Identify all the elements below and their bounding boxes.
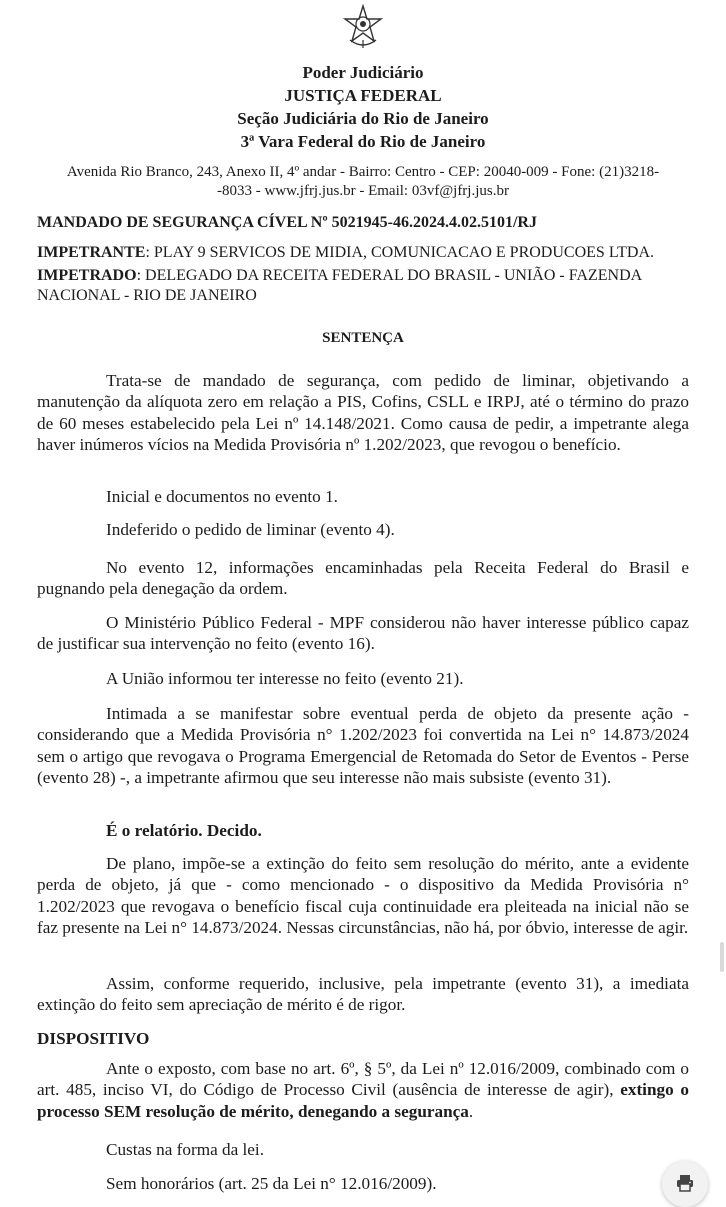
impetrado-value-continuation: NACIONAL - RIO DE JANEIRO [37,287,257,304]
paragraph-honorarios: Sem honorários (art. 25 da Lei n° 12.016/2009). [106,1174,437,1193]
dispositivo-text: Ante o exposto, com base no art. 6º, § 5º, da Lei nº 12.016/2009, combinado com o art. 485, inciso VI, do Código de Processo Civil (ausência de interesse de agir), [37,1059,689,1100]
impetrante-line [37,243,654,263]
paragraph-uniao: A União informou ter interesse no feito (evento 21). [106,669,464,688]
header-line-poder: Poder Judiciário [302,63,424,82]
heading-relatorio-decido: É o relatório. Decido. [106,821,262,840]
brazil-coat-of-arms-icon [342,4,384,50]
print-button[interactable] [662,1161,708,1207]
document-title: SENTENÇA [322,330,404,346]
dispositivo-end: . [468,1101,474,1121]
paragraph-mpf: O Ministério Público Federal - MPF considerou não haver interesse público capaz de justificar sua intervenção no feito (evento 16). [37,613,689,654]
paragraph-fundamentacao: De plano, impõe-se a extinção do feito sem resolução do mérito, ante a evidente perda de objeto, já que - como mencionado - o dispositivo da Medida Provisória n° 1.202/2023 que revogava o benefício fiscal cuja continuidade era pleiteada na inicial não se faz presente na Lei n° 14.873/2024. Nessas circunstâncias, não há, por óbvio, interesse de agir. [37,854,689,937]
paragraph-inicial: Inicial e documentos no evento 1. [106,487,338,506]
dispositivo-decision: extingo o processo SEM resolução de mérito, denegando a segurança [37,1080,689,1121]
paragraph-liminar: Indeferido o pedido de liminar (evento 4). [106,520,395,539]
paragraph-informacoes: No evento 12, informações encaminhadas pela Receita Federal do Brasil e pugnando pela denegação da ordem. [37,558,689,599]
heading-dispositivo: DISPOSITIVO [37,1029,150,1048]
print-icon [675,1173,695,1193]
impetrado-line [37,266,642,286]
paragraph-conclusao: Assim, conforme requerido, inclusive, pela impetrante (evento 31), a imediata extinção do feito sem apreciação de mérito é de rigor. [37,974,689,1015]
paragraph-custas: Custas na forma da lei. [106,1140,264,1159]
paragraph-intimacao: Intimada a se manifestar sobre eventual perda de objeto da presente ação - considerando que a Medida Provisória n° 1.202/2023 foi convertida na Lei n° 14.873/2024 sem o artigo que revogava o Programa Emergencial de Retomada do Setor de Eventos - Perse (evento 28) -, a impetrante afirmou que seu interesse não mais subsiste (evento 31). [37,704,689,787]
impetrado-value: : DELEGADO DA RECEITA FEDERAL DO BRASIL - UNIÃO - FAZENDA [136,267,643,284]
case-number: MANDADO DE SEGURANÇA CÍVEL Nº 5021945-46.2024.4.02.5101/RJ [37,214,537,231]
header-line-justica: JUSTIÇA FEDERAL [284,86,442,105]
header-address-line1: Avenida Rio Branco, 243, Anexo II, 4º andar - Bairro: Centro - CEP: 20040-009 - Fone: (21)3218- [66,164,660,180]
header-line-vara: 3ª Vara Federal do Rio de Janeiro [240,132,486,151]
paragraph-relatorio-intro: Trata-se de mandado de segurança, com pedido de liminar, objetivando a manutenção da alíquota zero em relação a PIS, Cofins, CSLL e IRPJ, até o término do prazo de 60 meses estabelecido pela Lei nº 14.148/2021. Como causa de pedir, a impetrante alega haver inúmeros vícios na Medida Provisória nº 1.202/2023, que revogou o benefício. [37,371,689,454]
header-address-line2: -8033 - www.jfrj.jus.br - Email: 03vf@jfrj.jus.br [217,183,509,199]
impetrante-value: : PLAY 9 SERVICOS DE MIDIA, COMUNICACAO E PRODUCOES LTDA. [145,244,654,261]
impetrado-label: IMPETRADO [37,267,137,284]
scroll-edge-indicator[interactable] [720,942,724,972]
impetrante-label: IMPETRANTE [37,244,146,261]
paragraph-dispositivo [37,1058,689,1122]
header-line-secao: Seção Judiciária do Rio de Janeiro [237,109,489,128]
